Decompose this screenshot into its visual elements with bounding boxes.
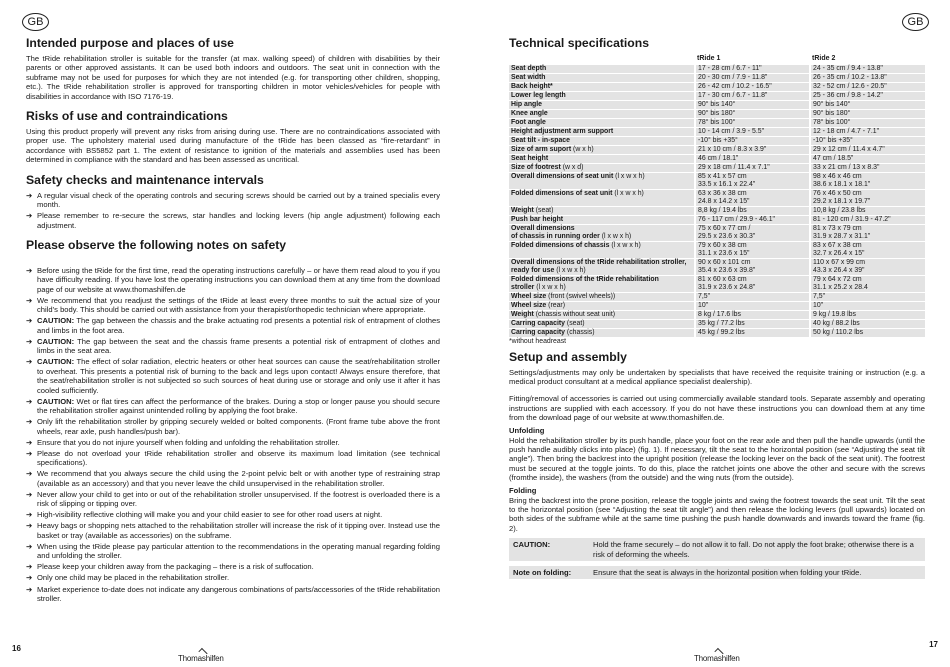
spec-value-tride-2: 25 - 36 cm / 9.8 - 14.2" [810,91,925,100]
table-row [509,154,925,163]
spec-value-tride-2: 40 kg / 88.2 lbs [810,319,925,328]
header-tride-2: tRide 2 [812,55,836,63]
spec-value-tride-1: 17 - 30 cm / 6.7 - 11.8" [695,91,810,100]
spec-label: Wheel size (front (swivel wheels)) [509,292,695,301]
table-row [509,206,925,215]
spec-value-tride-1: 90° bis 140° [695,100,810,109]
right-page [475,0,950,667]
spec-value-tride-1: 45 kg / 99.2 lbs [695,328,810,337]
table-row [509,258,925,275]
list-item: ➔ CAUTION: Wet or flat tires can affect the performance of the brakes. During a stop or longer pause you should secure the rehabilitation stroller against unintended rolling by applying the foot brake. [26,396,440,416]
table-row [509,145,925,154]
table-row [509,328,925,337]
header-label [509,54,695,64]
spec-label: Foot angle [509,118,695,127]
spec-label: Folded dimensions of seat unit (l x w x h) [509,189,695,206]
table-row [509,91,925,100]
table-row [509,100,925,109]
arrow-icon: ➔ [26,573,33,583]
spec-label: Knee angle [509,109,695,118]
unfolding-body: Hold the rehabilitation stroller by its push handle, place your foot on the rear axle and then pull the handle upwards (until the push handle audibly clicks into place) (fig. 1). If necessary, tilt the seat to the horizontal position (see “Adjusting the seat tilt angle”). Then bring the backrest into the upright position (release the locking lever on the back of the seat unit). The footrest must be secured at the toggle joints. To do this, place the ratchet joints one above the other and secure with the screws (fromthe inside), the washers (from the outside) and the wing nuts (from the outside). [509,435,925,483]
spec-value-tride-1: 76 - 117 cm / 29.9 - 46.1" [695,215,810,224]
spec-label: Seat depth [509,64,695,73]
spec-label: Weight (chassis without seat unit) [509,310,695,319]
folding-body: Bring the backrest into the prone position, release the toggle joints and swing the footrest towards the seat unit. Tilt the seat to the horizontal position (see “Adjusting the seat tilt angle”) and then release the locking levers (pull upwards) located on both sides of the subframe while at the same time pushing the push handle downwards and inwards toward the frame (fig. 2). [509,495,925,533]
spec-value-tride-2: 76 x 46 x 50 cm 29.2 x 18.1 x 19.7" [810,189,925,206]
spec-value-tride-2: -10° bis +35° [810,136,925,145]
unfolding-title: Unfolding [509,425,545,435]
table-footnote: *without headreast [509,337,567,345]
spec-label: Wheel size (rear) [509,301,695,310]
spec-value-tride-1: 81 x 60 x 63 cm 31.9 x 23.6 x 24.8" [695,275,810,292]
table-row [509,301,925,310]
spec-value-tride-1: 17 - 28 cm / 6.7 - 11" [695,64,810,73]
spec-label: Hip angle [509,100,695,109]
spec-value-tride-2: 9 kg / 19.8 lbs [810,310,925,319]
spec-label: Seat width [509,73,695,82]
spec-label: Push bar height [509,215,695,224]
spec-value-tride-2: 47 cm / 18.5" [810,154,925,163]
list-item: ➔ Only one child may be placed in the rehabilitation stroller. [26,573,230,583]
arrow-icon: ➔ [26,396,33,406]
section-title: Risks of use and contraindications [26,109,228,124]
arrow-icon: ➔ [26,541,33,551]
table-row [509,310,925,319]
language-badge: GB [22,13,49,31]
caution-label: CAUTION: [509,538,589,563]
language-badge: GB [902,13,929,31]
spec-value-tride-1: 10" [695,301,810,310]
spec-value-tride-1: 29 x 18 cm / 11.4 x 7.1" [695,163,810,172]
spec-label: Height adjustment arm support [509,127,695,136]
list-item: ➔ Only lift the rehabilitation stroller by gripping securely welded or bolted components. (Front frame tube above the front wheels, rear axle, push handles/push bar). [26,417,440,436]
spec-label: Folded dimensions of the tRide rehabilitation stroller (l x w x h) [509,275,695,292]
table-row [509,64,925,73]
spec-label: Back height* [509,82,695,91]
table-row [509,82,925,91]
bullet-list [26,266,440,603]
spec-label: Overall dimensions of seat unit (l x w x h) [509,172,695,189]
arrow-icon: ➔ [26,417,33,427]
spec-value-tride-1: 10 - 14 cm / 3.9 - 5.5" [695,127,810,136]
arrow-icon: ➔ [26,190,33,200]
spec-value-tride-1: 75 x 60 x 77 cm / 29.5 x 23.6 x 30.3" [695,224,810,241]
spec-table [509,54,925,337]
table-row [509,319,925,328]
section-title: Safety checks and maintenance intervals [26,172,264,187]
arrow-icon: ➔ [26,584,33,594]
spec-value-tride-2: 81 x 73 x 79 cm 31.9 x 28.7 x 31.1" [810,224,925,241]
spec-value-tride-2: 79 x 64 x 72 cm 31.1 x 25.2 x 28.4 [810,275,925,292]
arrow-icon: ➔ [26,295,33,305]
spec-value-tride-1: -10° bis +35° [695,136,810,145]
list-item: ➔ A regular visual check of the operating controls and securing screws should be carried out by a trained specialis every month. [26,190,440,210]
list-item: ➔ CAUTION: The effect of solar radiation, electric heaters or other heat sources can cause the seat/rehabilitation stroller to overheat. This presents a potential risk of burning to the back and legs upon contact! Always ensure therefore, that the seat/rehabilitation stroller is not subjected so such sources of heat during use or storage and only use it after it has cooled sufficiently. [26,357,440,395]
spec-value-tride-2: 110 x 67 x 99 cm 43.3 x 26.4 x 39" [810,258,925,275]
arrow-icon: ➔ [26,211,33,221]
spec-label: Folded dimensions of chassis (l x w x h) [509,241,695,258]
note-label: Note on folding: [509,564,589,580]
right-column [509,36,925,579]
spec-value-tride-2: 81 - 120 cm / 31.9 - 47.2" [810,215,925,224]
table-row [509,127,925,136]
spec-value-tride-2: 7,5" [810,292,925,301]
list-item: ➔ Market experience to-date does not indicate any dangerous combinations of parts/accessories of the tRide rehabilitation stroller. [26,584,440,603]
spec-value-tride-1: 78° bis 100° [695,118,810,127]
brand-logo: Thomashilfen [178,654,224,663]
list-item: ➔ Please remember to re-secure the screws, star handles and locking levers (hip angle adjustment) following each adjustment. [26,211,440,230]
header-tride-1: tRide 1 [697,55,721,63]
spec-value-tride-2: 10,8 kg / 23.8 lbs [810,206,925,215]
brand-logo: Thomashilfen [694,654,740,663]
table-row [509,241,925,258]
setup-paragraph-2: Fitting/removal of accessories is carried out using commercially available standard tools. Separate assembly and operating instructions are supplied with each accessory. If you do not have these instructions you can download them at any time from the download page of our website at www.thomashilfen.de. [509,394,925,423]
table-row [509,215,925,224]
list-item: ➔ Before using the tRide for the first time, read the operating instructions carefully – or have them read aloud to you if you have difficulty reading. If you have lost the operating instructions you can download them at any time from the download page of our website at www.thomashilfen.de [26,265,440,294]
spec-value-tride-1: 46 cm / 18.1" [695,154,810,163]
spec-label: Seat tilt - in-space [509,136,695,145]
section-risks [26,109,440,165]
spec-value-tride-1: 26 - 42 cm / 10.2 - 16.5" [695,82,810,91]
table-row [509,73,925,82]
page-number: 17 [929,640,938,649]
section-title: Intended purpose and places of use [26,36,234,50]
spec-label: Overall dimensions of the tRide rehabilitation stroller, ready for use (l x w x h) [509,258,695,275]
section-body: The tRide rehabilitation stroller is suitable for the transfer (at max. walking speed) of children with disabilities by their parents or other approved assistants. It can be used both indoors and outdoors. The seat unit in connection with the subframe may not be used for purposes for which they are not intended (e.g. for transporting other children, shopping, etc.). The tRide rehabilitation stroller is approved for transporting children in motor vehicles/vehicles for people with disabilities in accordance with ISO 7176-19. [26,54,440,101]
spec-label: Seat height [509,154,695,163]
spec-value-tride-2: 10" [810,301,925,310]
note-text: Ensure that the seat is always in the horizontal position when folding your tRide. [589,564,925,580]
list-item: ➔ Heavy bags or shopping nets attached to the rehabilitation stroller will increase the risk of it tipping over. Instead use the basket or tray (available as accessories) on the subframe. [26,521,440,540]
spec-value-tride-2: 24 - 35 cm / 9.4 - 13.8" [810,64,925,73]
spec-value-tride-2: 32 - 52 cm / 12.6 - 20.5" [810,82,925,91]
arrow-icon: ➔ [26,265,33,275]
spec-value-tride-2: 50 kg / 110.2 lbs [810,328,925,337]
table-row [509,275,925,292]
section-title: Technical specifications [509,36,649,50]
spec-value-tride-1: 85 x 41 x 57 cm 33.5 x 16.1 x 22.4" [695,172,810,189]
table-row [509,109,925,118]
spec-value-tride-1: 21 x 10 cm / 8.3 x 3.9" [695,145,810,154]
spec-value-tride-1: 63 x 36 x 38 cm 24.8 x 14.2 x 15" [695,189,810,206]
spec-label: Lower leg length [509,91,695,100]
spec-label: Weight (seat) [509,206,695,215]
bullet-list [26,191,440,230]
notice-table [509,538,925,579]
setup-paragraph-1: Settings/adjustments may only be undertaken by specialists that have received the requisite training or instruction (e.g. a medical product consultant at a medical appliance specialist dealership). [509,367,925,386]
list-item: ➔ High-visibility reflective clothing will make you and your child easier to see for other road users at night. [26,510,383,520]
arrow-icon: ➔ [26,437,33,447]
list-item: ➔ Ensure that you do not injure yourself when folding and unfolding the rehabilitation stroller. [26,437,340,447]
arrow-icon: ➔ [26,562,33,572]
list-item: ➔ Never allow your child to get into or out of the rehabilitation stroller unsupervised. If the footrest is overloaded there is a risk of slipping or tipping over. [26,489,440,509]
spec-value-tride-2: 90° bis 180° [810,109,925,118]
spec-value-tride-1: 7,5" [695,292,810,301]
spec-value-tride-2: 78° bis 100° [810,118,925,127]
spec-value-tride-1: 90 x 60 x 101 cm 35.4 x 23.6 x 39.8" [695,258,810,275]
spec-label: Carring capacity (chassis) [509,328,695,337]
section-safety-checks [26,173,440,230]
list-item: ➔ We recommend that you readjust the settings of the tRide at least every three months to suit the actual size of your child’s body. This should be carried out with assistance from your therapist/orthopedic technician where appropriate. [26,295,440,315]
spec-value-tride-2: 90° bis 140° [810,100,925,109]
spec-value-tride-2: 26 - 35 cm / 10.2 - 13.8" [810,73,925,82]
arrow-icon: ➔ [26,336,33,346]
spec-value-tride-2: 33 x 21 cm / 13 x 8.3" [810,163,925,172]
list-item: ➔ Please keep your children away from the packaging – there is a risk of suffocation. [26,562,314,572]
list-item: ➔ CAUTION: The gap between the seat and the chassis frame presents a potential risk of entrapment of clothes and limbs in the seat area. [26,336,440,356]
table-row [509,224,925,241]
section-safety-notes [26,238,440,603]
spec-value-tride-2: 83 x 67 x 38 cm 32.7 x 26.4 x 15" [810,241,925,258]
table-row [509,118,925,127]
spec-value-tride-1: 35 kg / 77.2 lbs [695,319,810,328]
list-item: ➔ When using the tRide please pay particular attention to the recommendations in the operating manual regarding folding and unfolding the stroller. [26,541,440,561]
arrow-icon: ➔ [26,510,33,520]
arrow-icon: ➔ [26,489,33,499]
list-item: ➔ We recommend that you always secure the child using the 2-point pelvic belt or with another type of restraining strap (available as an accessory) and that you never leave the child unsupervised in the rehabilitation stroller. [26,469,440,488]
section-body: Using this product properly will prevent any risks from arising during use. There are no contraindications associated with proper use. The upholstery material used during manufacture of the tRide has been classed as “fire-retardant” in accordance with BS5852 part 1. The extent of resistance to ignition of the materials and assemblies used has been determined in compliance with the standard and has been assessed as uncritical. [26,127,440,165]
page-number: 16 [12,644,21,653]
spec-label: Size of footrest (w x d) [509,163,695,172]
arrow-icon: ➔ [26,521,33,531]
arrow-icon: ➔ [26,357,33,367]
arrow-icon: ➔ [26,316,33,326]
table-row [509,163,925,172]
list-item: ➔ Please do not overload your tRide rehabilitation stroller and observe its maximum load limitation (see technical specifications). [26,448,440,468]
left-column [26,36,440,611]
spec-value-tride-1: 90° bis 180° [695,109,810,118]
spec-value-tride-2: 29 x 12 cm / 11.4 x 4.7" [810,145,925,154]
spec-label: Overall dimensions of chassis in running order (l x w x h) [509,224,695,241]
note-row [509,564,925,580]
table-row [509,136,925,145]
spec-label: Carring capacity (seat) [509,319,695,328]
spec-value-tride-1: 8 kg / 17.6 lbs [695,310,810,319]
spec-value-tride-1: 20 - 30 cm / 7.9 - 11.8" [695,73,810,82]
spec-label: Size of arm suport (w x h) [509,145,695,154]
section-intended-purpose [26,36,440,101]
spec-value-tride-2: 12 - 18 cm / 4.7 - 7.1" [810,127,925,136]
caution-text: Hold the frame securely – do not allow it to fall. Do not apply the foot brake; otherwise there is a risk of deforming the wheels. [589,538,925,563]
spec-value-tride-2: 98 x 46 x 46 cm 38.6 x 18.1 x 18.1" [810,172,925,189]
caution-row [509,538,925,563]
section-title: Setup and assembly [509,349,627,364]
section-title: Please observe the following notes on safety [26,237,287,252]
list-item: ➔ CAUTION: The gap between the chassis and the brake actuating rod presents a potential risk of entrapment of clothes and limbs in the foot area. [26,316,440,335]
table-row [509,292,925,301]
table-header-row [509,54,925,64]
arrow-icon: ➔ [26,469,33,479]
table-row [509,189,925,206]
spec-value-tride-1: 8,8 kg / 19.4 lbs [695,206,810,215]
folding-title: Folding [509,485,537,495]
spec-value-tride-1: 79 x 60 x 38 cm 31.1 x 23.6 x 15" [695,241,810,258]
arrow-icon: ➔ [26,448,33,458]
table-row [509,172,925,189]
